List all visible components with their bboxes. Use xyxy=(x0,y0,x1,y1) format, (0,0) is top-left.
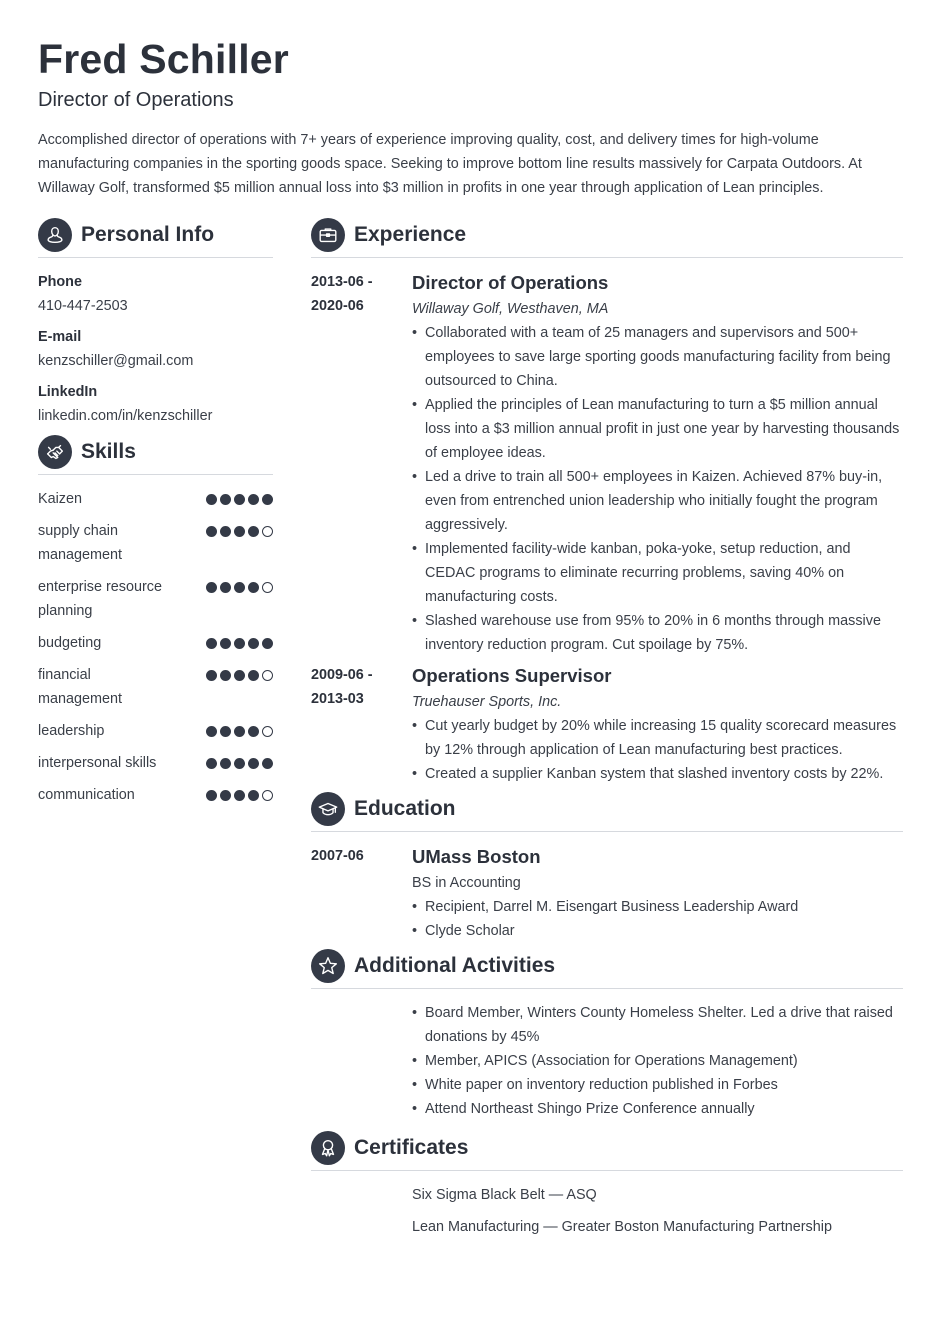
experience-title: Experience xyxy=(354,223,467,246)
star-icon xyxy=(311,949,345,983)
right-column xyxy=(311,218,903,1247)
award-ribbon-icon xyxy=(311,1131,345,1165)
personal-info-list xyxy=(38,270,273,428)
bullet-item: • Attend Northeast Shingo Prize Conference annually xyxy=(412,1097,903,1121)
education-bullets xyxy=(412,895,903,943)
education-header xyxy=(311,792,903,832)
bullet-item: • White paper on inventory reduction published in Forbes xyxy=(412,1073,903,1097)
bullet-item: • Implemented facility-wide kanban, poka-yoke, setup reduction, and CEDAC programs to eliminate recurring problems, saving 40% on manufacturing costs. xyxy=(412,537,903,609)
skill-row xyxy=(38,719,273,743)
entry-body xyxy=(412,270,903,657)
company-name: Willaway Golf, Westhaven, MA xyxy=(412,301,609,317)
experience-header xyxy=(311,218,903,258)
entry-date xyxy=(311,270,412,657)
skill-rating xyxy=(206,638,273,649)
skills-header xyxy=(38,435,273,475)
rating-dot-filled xyxy=(206,790,217,801)
entry-date xyxy=(311,663,412,786)
entry-body xyxy=(412,663,903,786)
left-column xyxy=(38,218,273,815)
rating-dot-filled xyxy=(248,758,259,769)
rating-dot-filled xyxy=(206,582,217,593)
rating-dot-filled xyxy=(220,790,231,801)
rating-dot-filled xyxy=(206,758,217,769)
rating-dot-filled xyxy=(234,494,245,505)
bullet-item: • Recipient, Darrel M. Eisengart Business Leadership Award xyxy=(412,895,903,919)
job-bullets xyxy=(412,714,903,786)
rating-dot-filled xyxy=(234,670,245,681)
job-title: Director of Operations xyxy=(412,272,609,293)
degree: BS in Accounting xyxy=(412,875,521,891)
skill-name: communication xyxy=(38,787,135,803)
job-bullets xyxy=(412,321,903,657)
rating-dot-filled xyxy=(220,758,231,769)
skill-rating xyxy=(206,790,273,801)
skills-title: Skills xyxy=(81,440,136,463)
candidate-role: Director of Operations xyxy=(38,89,234,111)
activities-header xyxy=(311,949,903,989)
skill-name: enterprise resource planning xyxy=(38,579,162,619)
bullet-item: • Applied the principles of Lean manufacturing to turn a $5 million annual loss into a $3 million annual profit in just one year by harvesting thousands of employee ideas. xyxy=(412,393,903,465)
skill-row xyxy=(38,631,273,655)
rating-dot-filled xyxy=(248,670,259,681)
briefcase-icon xyxy=(311,218,345,252)
rating-dot-filled xyxy=(220,526,231,537)
rating-dot-filled xyxy=(248,494,259,505)
rating-dot-filled xyxy=(248,726,259,737)
rating-dot-filled xyxy=(262,758,273,769)
personal-info-title: Personal Info xyxy=(81,223,215,246)
certificates-header xyxy=(311,1131,903,1171)
rating-dot-filled xyxy=(234,790,245,801)
date-start: 2013-06 - xyxy=(311,274,373,290)
skill-row xyxy=(38,487,273,511)
handshake-icon xyxy=(38,435,72,469)
skill-rating xyxy=(206,726,273,737)
rating-dot-filled xyxy=(262,494,273,505)
candidate-name: Fred Schiller xyxy=(38,36,289,82)
rating-dot-filled xyxy=(220,494,231,505)
info-value: 410-447-2503 xyxy=(38,298,128,314)
skill-name: leadership xyxy=(38,723,105,739)
skill-row xyxy=(38,751,273,775)
rating-dot-filled xyxy=(206,638,217,649)
rating-dot-filled xyxy=(220,638,231,649)
bullet-item: • Member, APICS (Association for Operations Management) xyxy=(412,1049,903,1073)
person-icon xyxy=(38,218,72,252)
rating-dot-filled xyxy=(234,582,245,593)
rating-dot-empty xyxy=(262,790,273,801)
school-name: UMass Boston xyxy=(412,846,541,867)
skill-rating xyxy=(206,670,273,681)
activities-title: Additional Activities xyxy=(354,954,556,977)
rating-dot-filled xyxy=(248,582,259,593)
skill-row xyxy=(38,783,273,807)
skill-rating xyxy=(206,758,273,769)
activities-list xyxy=(412,1001,903,1121)
experience-entry xyxy=(311,663,903,786)
profile-summary: Accomplished director of operations with 7+ years of experience improving quality, cost, and delivery times for high-volume manufacturing companies in the sporting goods space. Seeking to improve bottom line results massively for Carpata Outdoors. At Willaway Golf, transformed $5 million annual loss into $3 million in profits in one year through application of Lean principles. xyxy=(38,132,862,196)
info-label: E-mail xyxy=(38,329,82,345)
rating-dot-filled xyxy=(262,638,273,649)
rating-dot-filled xyxy=(206,526,217,537)
skill-rating xyxy=(206,526,273,537)
rating-dot-filled xyxy=(206,726,217,737)
job-title: Operations Supervisor xyxy=(412,665,612,686)
skill-name: interpersonal skills xyxy=(38,755,157,771)
experience-list xyxy=(311,270,903,786)
skill-name: budgeting xyxy=(38,635,102,651)
bullet-item: • Collaborated with a team of 25 managers and supervisors and 500+ employees to save large sporting goods manufacturing facility from being outsourced to China. xyxy=(412,321,903,393)
rating-dot-filled xyxy=(234,726,245,737)
education-list xyxy=(311,844,903,943)
skill-row xyxy=(38,575,273,623)
date-start: 2009-06 - xyxy=(311,667,373,683)
skill-rating xyxy=(206,582,273,593)
rating-dot-filled xyxy=(234,638,245,649)
bullet-item: • Clyde Scholar xyxy=(412,919,903,943)
rating-dot-filled xyxy=(220,670,231,681)
education-entry xyxy=(311,844,903,943)
skill-rating xyxy=(206,494,273,505)
certificate-item: Lean Manufacturing — Greater Boston Manufacturing Partnership xyxy=(412,1219,832,1235)
bullet-item: • Cut yearly budget by 20% while increasing 15 quality scorecard measures by 12% through application of Lean manufacturing best practices. xyxy=(412,714,903,762)
skills-list xyxy=(38,487,273,807)
activities-list-wrap xyxy=(412,1001,903,1121)
skill-row xyxy=(38,519,273,567)
info-value: linkedin.com/in/kenzschiller xyxy=(38,408,213,424)
graduation-cap-icon xyxy=(311,792,345,826)
entry-body xyxy=(412,844,903,943)
rating-dot-filled xyxy=(234,526,245,537)
bullet-item: • Slashed warehouse use from 95% to 20% in 6 months through massive inventory reduction program. Cut spoilage by 75%. xyxy=(412,609,903,657)
bullet-item: • Created a supplier Kanban system that slashed inventory costs by 22%. xyxy=(412,762,903,786)
rating-dot-filled xyxy=(220,726,231,737)
certificates-title: Certificates xyxy=(354,1136,469,1159)
rating-dot-filled xyxy=(248,790,259,801)
bullet-item: • Board Member, Winters County Homeless Shelter. Led a drive that raised donations by 45% xyxy=(412,1001,903,1049)
rating-dot-empty xyxy=(262,582,273,593)
personal-info-header xyxy=(38,218,273,258)
entry-date: 2007-06 xyxy=(311,848,364,864)
certificate-item: Six Sigma Black Belt — ASQ xyxy=(412,1187,597,1203)
skill-row xyxy=(38,663,273,711)
education-title: Education xyxy=(354,797,456,820)
rating-dot-empty xyxy=(262,726,273,737)
company-name: Truehauser Sports, Inc. xyxy=(412,694,562,710)
rating-dot-filled xyxy=(248,526,259,537)
date-end: 2020-06 xyxy=(311,298,364,314)
rating-dot-filled xyxy=(206,494,217,505)
skill-name: Kaizen xyxy=(38,491,83,507)
info-label: Phone xyxy=(38,274,82,290)
rating-dot-filled xyxy=(206,670,217,681)
bullet-item: • Led a drive to train all 500+ employees in Kaizen. Achieved 87% buy-in, even from entrenched union leadership who initially fought the program aggressively. xyxy=(412,465,903,537)
rating-dot-filled xyxy=(248,638,259,649)
experience-entry xyxy=(311,270,903,657)
info-label: LinkedIn xyxy=(38,384,98,400)
rating-dot-empty xyxy=(262,670,273,681)
skill-name: financial management xyxy=(38,667,122,707)
skill-name: supply chain management xyxy=(38,523,122,563)
rating-dot-empty xyxy=(262,526,273,537)
info-value: kenzschiller@gmail.com xyxy=(38,353,194,369)
certificates-list xyxy=(412,1183,903,1239)
rating-dot-filled xyxy=(234,758,245,769)
date-end: 2013-03 xyxy=(311,691,364,707)
rating-dot-filled xyxy=(220,582,231,593)
